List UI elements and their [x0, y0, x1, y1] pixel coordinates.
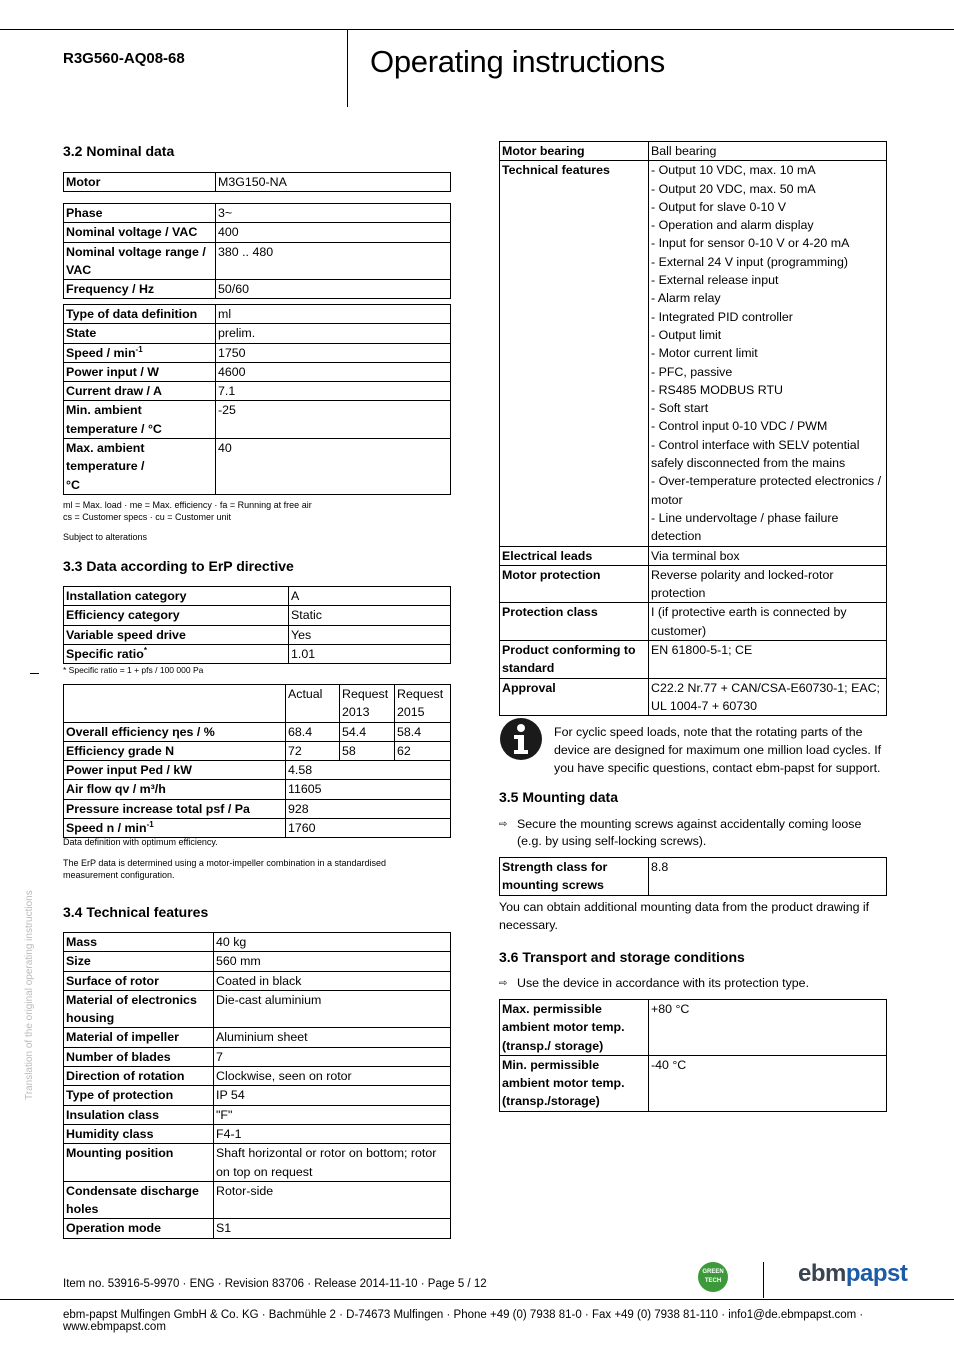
table-row: Strength class for mounting screws 8.8	[500, 858, 887, 896]
mounting-paragraph: You can obtain additional mounting data from the product drawing if necessary.	[499, 900, 870, 932]
table-row: Material of electronics housing Die-cast aluminium	[64, 990, 451, 1028]
table-row: Number of blades 7	[64, 1047, 451, 1066]
table-row: Surface of rotor Coated in black	[64, 971, 451, 990]
table-row: Min. ambient temperature / °C -25	[64, 401, 451, 439]
table-row: Humidity class F4-1	[64, 1124, 451, 1143]
info-text: For cyclic speed loads, note that the rotating parts of the device are designed for maximum one million load cycles. If you have specific questions, contact ebm-papst for support.	[554, 725, 882, 775]
table-row: Material of impeller Aluminium sheet	[64, 1028, 451, 1047]
table-row: Efficiency grade N 72 58 62	[64, 741, 451, 760]
table-row: Power input / W 4600	[64, 362, 451, 381]
table-row: Speed n / $\min^{-1}$ 1760	[64, 819, 451, 838]
model-number: R3G560-AQ08-68	[63, 50, 185, 67]
table-row: Nominal voltage range / VAC 380 .. 480	[64, 242, 451, 280]
motor-table	[63, 172, 451, 192]
table-row: Nominal voltage / VAC 400	[64, 223, 451, 242]
info-icon	[499, 717, 543, 761]
section-3-3-heading: 3.3 Data according to ErP directive	[63, 558, 294, 574]
section-3-4-heading: 3.4 Technical features	[63, 904, 209, 920]
table-row: Installation category A	[64, 587, 451, 606]
table-row: Air flow qv / m³/h 11605	[64, 780, 451, 799]
table-row: Protection class I (if protective earth is connected by customer)	[500, 603, 887, 641]
arrow-icon: ⇨	[499, 978, 508, 989]
footer-logo-divider	[763, 1262, 764, 1298]
erp-efficiency-table	[63, 684, 451, 838]
note-alterations: Subject to alterations	[63, 532, 148, 542]
table-row: Motor bearing Ball bearing	[500, 142, 887, 161]
table-row: Pressure increase total psf / Pa 928	[64, 799, 451, 818]
ebmpapst-logo: ebmpapst	[798, 1260, 908, 1287]
table-row: Frequency / Hz 50/60	[64, 280, 451, 299]
table-row: Variable speed drive Yes	[64, 625, 451, 644]
operating-data-table	[63, 304, 451, 495]
table-row: Max. permissible ambient motor temp. (transp./ storage) +80 °C	[500, 1000, 887, 1056]
note-optimum: Data definition with optimum efficiency.	[63, 837, 218, 847]
technical-features-list: - Output 10 VDC, max. 10 mA - Output 20 VDC, max. 50 mA - Output for slave 0-10 V - Operation and alarm display - Input for sensor 0-10 V or 4-20 mA - External 24 V input (programming) - External release input - Alarm relay - Integrated PID controller - Output limit - Motor current limit - PFC, passive - RS485 MODBUS RTU - Soft start - Control input 0-10 VDC / PWM - Control interface with SELV potential safely disconnected from the mains - Over-temperature protected electronics / motor - Line undervoltage / phase failure detection	[649, 161, 887, 546]
table-row: Motor protection Reverse polarity and locked-rotor protection	[500, 565, 887, 603]
margin-tick	[30, 673, 39, 674]
section-3-2-heading: 3.2 Nominal data	[63, 143, 175, 159]
header-divider	[347, 29, 348, 107]
table-row: Electrical leads Via terminal box	[500, 546, 887, 565]
table-row: State prelim.	[64, 324, 451, 343]
table-row: Mounting position Shaft horizontal or rotor on bottom; rotor on top on request	[64, 1144, 451, 1182]
header-top-rule	[0, 29, 954, 30]
side-note: Translation of the original operating instructions	[24, 890, 35, 1100]
specific-ratio-footnote: * Specific ratio = 1 + pfs / 100 000 Pa	[63, 665, 204, 675]
erp-category-table	[63, 586, 451, 664]
table-row: Specific ratio* 1.01	[64, 644, 451, 663]
table-row: Power input Ped / kW 4.58	[64, 761, 451, 780]
greentech-logo: GREEN TECH	[698, 1262, 728, 1292]
footer-address: ebm-papst Mulfingen GmbH & Co. KG · Bachmühle 2 · D-74673 Mulfingen · Phone +49 (0) 7938 81-0 · Fax +49 (0) 7938 81-110 · info1@de.ebmpapst.com · www.ebmpapst.com	[63, 1309, 864, 1333]
page-title: Operating instructions	[370, 44, 665, 79]
arrow-icon: ⇨	[499, 819, 508, 830]
table-row: Efficiency category Static	[64, 606, 451, 625]
motor-details-table	[499, 141, 887, 716]
table-row: Product conforming to standard EN 61800-5-1; CE	[500, 641, 887, 679]
table-row: Motor M3G150-NA	[64, 173, 451, 192]
mounting-bullet: ⇨ Secure the mounting screws against accidentally coming loose (e.g. by using self-locking screws).	[499, 817, 862, 848]
table-row: Approval C22.2 Nr.77 + CAN/CSA-E60730-1; EAC; UL 1004-7 + 60730	[500, 678, 887, 716]
table-row: Condensate discharge holes Rotor-side	[64, 1181, 451, 1219]
section-3-6-heading: 3.6 Transport and storage conditions	[499, 949, 745, 965]
table-row: Phase 3~	[64, 204, 451, 223]
table-row: Direction of rotation Clockwise, seen on rotor	[64, 1067, 451, 1086]
table-row: Overall efficiency ηes / % 68.4 54.4 58.4	[64, 722, 451, 741]
table-row: Insulation class "F"	[64, 1105, 451, 1124]
footer-rule	[0, 1299, 954, 1300]
table-row: Current draw / A 7.1	[64, 382, 451, 401]
table-row: Size 560 mm	[64, 952, 451, 971]
table-row: Operation mode S1	[64, 1219, 451, 1238]
section-3-5-heading: 3.5 Mounting data	[499, 789, 618, 805]
electrical-table	[63, 203, 451, 299]
transport-bullet: ⇨ Use the device in accordance with its protection type.	[499, 976, 810, 990]
table-row: Type of protection IP 54	[64, 1086, 451, 1105]
table-row: Max. ambient temperature / °C 40	[64, 439, 451, 495]
mounting-table	[499, 857, 887, 896]
note-data-definition: ml = Max. load · me = Max. efficiency · fa = Running at free air cs = Customer specs · cu = Customer unit	[63, 500, 312, 522]
table-row: Min. permissible ambient motor temp. (transp./storage) -40 °C	[500, 1055, 887, 1111]
note-erp: The ErP data is determined using a motor-impeller combination in a standardised measurement configuration.	[63, 858, 387, 880]
table-row: Type of data definition ml	[64, 305, 451, 324]
table-row: Technical features - Output 10 VDC, max. 10 mA - Output 20 VDC, max. 50 mA - Output for slave 0-10 V - Operation and alarm display - Input for sensor 0-10 V or 4-20 mA - External 24 V input (programming) - External release input - Alarm relay - Integrated PID controller - Output limit - Motor current limit - PFC, passive - RS485 MODBUS RTU - Soft start - Control input 0-10 VDC / PWM - Control interface with SELV potential safely disconnected from the mains - Over-temperature protected electronics / motor - Line undervoltage / phase failure detection	[500, 161, 887, 546]
table-row: Speed / $\min^{-1}$ 1750	[64, 343, 451, 362]
footer-item-info: Item no. 53916-5-9970 · ENG · Revision 83706 · Release 2014-11-10 · Page 5 / 12	[63, 1278, 487, 1290]
transport-table	[499, 999, 887, 1112]
table-row: Mass 40 kg	[64, 933, 451, 952]
technical-features-table	[63, 932, 451, 1239]
table-row: Actual Request 2013 Request 2015	[64, 685, 451, 723]
